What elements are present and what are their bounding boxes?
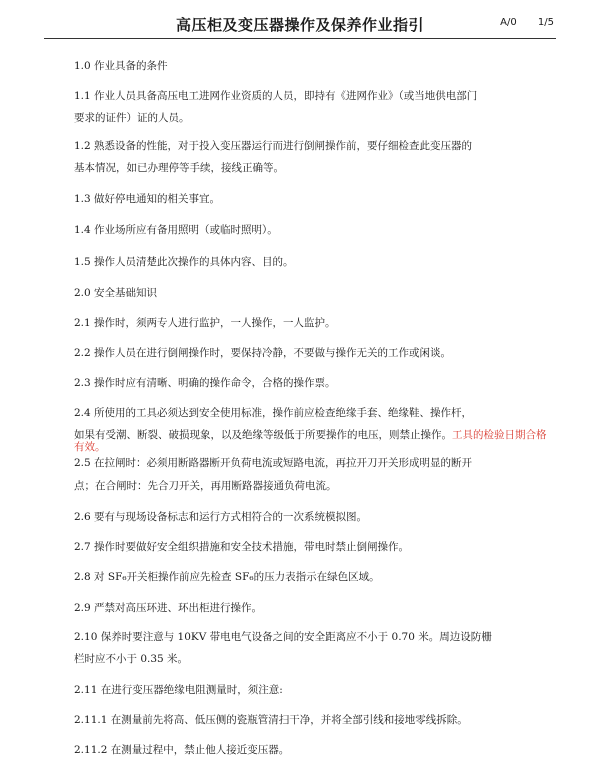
clause-1-5: 1.5 操作人员清楚此次操作的具体内容、目的。 <box>74 256 294 268</box>
clause-2-7: 2.7 操作时要做好安全组织措施和安全技术措施，带电时禁止倒闸操作。 <box>74 541 410 553</box>
clause-2-4-line-1: 2.4 所使用的工具必须达到安全使用标准，操作前应检查绝缘手套、绝缘鞋、操作杆， <box>74 407 473 419</box>
page-number: 1/5 <box>537 17 554 28</box>
page-header <box>40 14 560 38</box>
clause-2-11: 2.11 在进行变压器绝缘电阻测量时，须注意: <box>74 684 283 696</box>
clause-2-5-line-2: 点；在合闸时：先合刀开关，再用断路器接通负荷电流。 <box>74 480 337 492</box>
document-title: 高压柜及变压器操作及保养作业指引 <box>175 16 424 34</box>
section-heading: 1.0 作业具备的条件 <box>74 60 168 72</box>
clause-1-2-line-1: 1.2 熟悉设备的性能，对于投入变压器运行而进行倒闸操作前，要仔细检查此变压器的 <box>74 140 473 152</box>
clause-1-1-line-2: 要求的证件）证的人员。 <box>74 112 190 124</box>
clause-2-5-line-1: 2.5 在拉闸时：必须用断路器断开负荷电流或短路电流，再拉开刀开关形成明显的断开 <box>74 457 473 469</box>
highlight-note-cont: 有效。 <box>74 441 106 453</box>
clause-1-2-line-2: 基本情况，如已办理停等手续，接线正确等。 <box>74 162 284 174</box>
clause-2-8: 2.8 对 SF₆开关柜操作前应先检查 SF₆的压力表指示在绿色区域。 <box>74 571 380 583</box>
clause-2-1: 2.1 操作时，须两专人进行监护，一人操作，一人监护。 <box>74 317 336 329</box>
clause-2-2: 2.2 操作人员在进行倒闸操作时，要保持冷静，不要做与操作无关的工作或闲谈。 <box>74 347 452 359</box>
version-number: A/0 <box>500 17 517 28</box>
clause-2-4-text: 如果有受潮、断裂、破损现象，以及绝缘等级低于所要操作的电压，则禁止操作。 <box>74 429 452 441</box>
clause-2-6: 2.6 要有与现场设备标志和运行方式相符合的一次系统模拟图。 <box>74 511 368 523</box>
clause-2-4-line-2 <box>74 428 547 442</box>
clause-2-10-line-2: 栏时应不小于 0.35 米。 <box>74 653 189 665</box>
clause-2-10-line-1: 2.10 保养时要注意与 10KV 带电电气设备之间的安全距离应不小于 0.70 米。周边设防栅 <box>74 631 492 643</box>
clause-1-4: 1.4 作业场所应有备用照明（或临时照明）。 <box>74 224 278 236</box>
clause-1-1-line-1: 1.1 作业人员具备高压电工进网作业资质的人员，即持有《进网作业》（或当地供电部门 <box>74 90 478 102</box>
clause-2-9: 2.9 严禁对高压环进、环出柜进行操作。 <box>74 602 263 614</box>
clause-2-11-1: 2.11.1 在测量前先将高、低压侧的瓷瓶管清扫干净，并将全部引线和接地零线拆除。 <box>74 714 468 726</box>
header-divider <box>44 38 556 39</box>
document-meta <box>482 17 554 28</box>
clause-2-11-2: 2.11.2 在测量过程中，禁止他人接近变压器。 <box>74 744 290 756</box>
highlight-note: 工具的检验日期合格 <box>452 429 547 441</box>
section-heading: 2.0 安全基础知识 <box>74 287 158 299</box>
clause-1-3: 1.3 做好停电通知的相关事宜。 <box>74 193 221 205</box>
clause-2-3: 2.3 操作时应有清晰、明确的操作命令，合格的操作票。 <box>74 377 336 389</box>
